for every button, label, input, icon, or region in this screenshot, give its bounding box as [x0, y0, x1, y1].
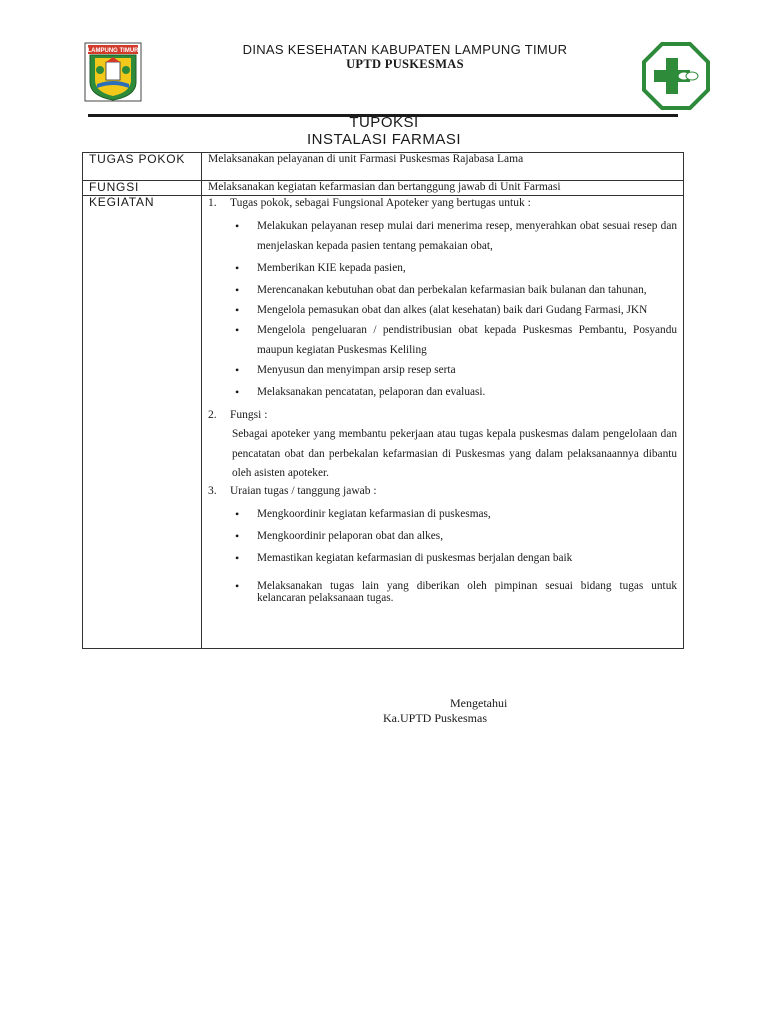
list-item: • Mengelola pemasukan obat dan alkes (alat kesehatan) baik dari Gudang Farmasi, JKN — [208, 300, 677, 320]
kegiatan-label: KEGIATAN — [83, 196, 202, 649]
tugas-pokok-value: Melaksanakan pelayanan di unit Farmasi Puskesmas Rajabasa Lama — [202, 153, 684, 181]
puskesmas-logo-icon — [642, 42, 710, 110]
fungsi-label: FUNGSI — [83, 181, 202, 196]
list-item: • Merencanakan kebutuhan obat dan perbekalan kefarmasian baik bulanan dan tahunan, — [208, 280, 677, 300]
list-item: • Mengkoordinir pelaporan obat dan alkes, — [208, 526, 677, 546]
district-emblem-icon — [84, 42, 142, 102]
section-heading: 3. Uraian tugas / tanggung jawab : — [208, 484, 377, 497]
tupoksi-table — [82, 152, 684, 649]
agency-name: DINAS KESEHATAN KABUPATEN LAMPUNG TIMUR — [242, 42, 568, 57]
left-logo-text: LAMPUNG TIMUR — [87, 48, 139, 54]
list-item: • Melakukan pelayanan resep mulai dari menerima resep, menyerahkan obat sesuai resep dan menjelaskan kepada pasien tentang pemakaian obat, — [208, 216, 677, 256]
table-row — [83, 196, 684, 649]
section-bullets — [208, 504, 677, 604]
section-paragraph: Sebagai apoteker yang membantu pekerjaan atau tugas kepala puskesmas dalam pengelolaan dan pencatatan obat dan perbekalan kefarmasian di Puskesmas yang dalam pelaksanaannya dibantu oleh asisten apoteker. — [232, 428, 677, 479]
list-item: • Memberikan KIE kepada pasien, — [208, 258, 677, 278]
kegiatan-content — [202, 196, 684, 649]
section-bullets — [208, 216, 677, 402]
table-row — [83, 153, 684, 181]
list-item: • Mengkoordinir kegiatan kefarmasian di puskesmas, — [208, 504, 677, 524]
section-heading: 1. Tugas pokok, sebagai Fungsional Apoteker yang bertugas untuk : — [208, 197, 531, 209]
fungsi-value: Melaksanakan kegiatan kefarmasian dan bertanggung jawab di Unit Farmasi — [202, 181, 684, 196]
signature-title: Ka.UPTD Puskesmas — [383, 711, 487, 725]
signature-label: Mengetahui — [450, 696, 508, 710]
section-heading: 2. Fungsi : — [208, 409, 268, 421]
table-row — [83, 181, 684, 196]
list-item: • Menyusun dan menyimpan arsip resep serta — [208, 360, 677, 380]
document-title: TUPOKSI — [349, 114, 419, 131]
list-item: • Melaksanakan pencatatan, pelaporan dan evaluasi. — [208, 382, 677, 402]
list-item: • Melaksanakan tugas lain yang diberikan oleh pimpinan sesuai bidang tugas untuk kelancaran pelaksanaan tugas. — [208, 580, 677, 604]
unit-name: UPTD PUSKESMAS — [346, 57, 464, 71]
tugas-pokok-label: TUGAS POKOK — [83, 153, 202, 181]
list-item: • Memastikan kegiatan kefarmasian di puskesmas berjalan dengan baik — [208, 548, 677, 568]
list-item: • Mengelola pengeluaran / pendistribusian obat kepada Puskesmas Pembantu, Posyandu maupun kegiatan Puskesmas Keliling — [208, 320, 677, 360]
document-subtitle: INSTALASI FARMASI — [306, 131, 462, 148]
